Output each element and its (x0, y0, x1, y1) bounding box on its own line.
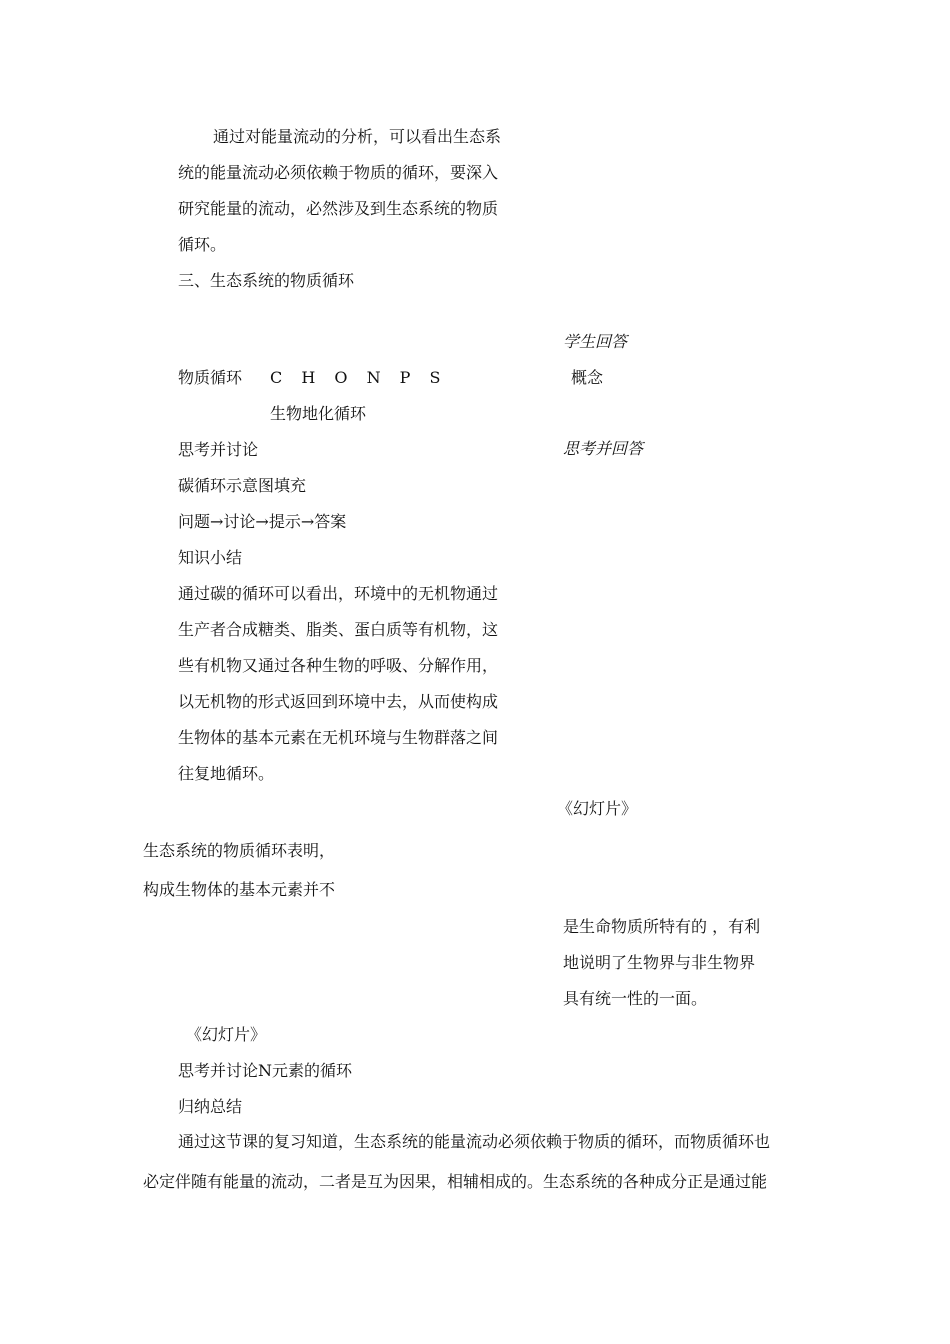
conclusion-right-line-2: 地说明了生物界与非生物界 (563, 953, 756, 972)
think-discuss-label: 思考并讨论 (178, 440, 259, 459)
summary-line-3: 些有机物又通过各种生物的呼吸、分解作用， (178, 656, 499, 675)
think-answer-label: 思考并回答 (563, 439, 644, 458)
summary-line-5: 生物体的基本元素在无机环境与生物群落之间 (178, 728, 499, 747)
intro-line-2: 统的能量流动必须依赖于物质的循环，要深入 (178, 163, 499, 182)
conclusion-left-line-2: 构成生物体的基本元素并不 (143, 880, 336, 899)
section-heading: 三、生态系统的物质循环 (178, 271, 355, 290)
summary-line-4: 以无机物的形式返回到环境中去，从而使构成 (178, 692, 499, 711)
conclusion-left-line-1: 生态系统的物质循环表明， (143, 841, 336, 860)
summary-line-2: 生产者合成糖类、脂类、蛋白质等有机物，这 (178, 620, 499, 639)
nitrogen-discussion: 思考并讨论N元素的循环 (178, 1061, 353, 1080)
intro-line-4: 循环。 (178, 235, 227, 254)
final-line-1: 通过这节课的复习知道，生态系统的能量流动必须依赖于物质的循环，而物质循环也 (178, 1132, 771, 1151)
summary-label: 知识小结 (178, 548, 243, 567)
student-answer-label: 学生回答 (563, 332, 628, 351)
summary-line-1: 通过碳的循环可以看出，环境中的无机物通过 (178, 584, 499, 603)
intro-line-3: 研究能量的流动，必然涉及到生态系统的物质 (178, 199, 499, 218)
elements-label: C H O N P S (270, 368, 448, 387)
slide-label-1: 《幻灯片》 (557, 799, 638, 818)
final-line-2: 必定伴随有能量的流动，二者是互为因果，相辅相成的。生态系统的各种成分正是通过能 (143, 1172, 768, 1191)
slide-label-2: 《幻灯片》 (186, 1025, 267, 1044)
intro-line-1: 通过对能量流动的分析，可以看出生态系 (213, 127, 502, 146)
material-cycle-label: 物质循环 (178, 368, 243, 387)
conclusion-right-line-3: 具有统一性的一面。 (563, 989, 708, 1008)
biogeochemical-label: 生物地化循环 (270, 404, 367, 423)
concept-label: 概念 (571, 368, 604, 387)
conclusion-right-line-1: 是生命物质所特有的 ，有利 (563, 917, 761, 936)
flow-label: 问题→讨论→提示→答案 (178, 512, 347, 531)
induction-label: 归纳总结 (178, 1097, 243, 1116)
summary-line-6: 往复地循环。 (178, 764, 275, 783)
carbon-fill-label: 碳循环示意图填充 (178, 476, 307, 495)
